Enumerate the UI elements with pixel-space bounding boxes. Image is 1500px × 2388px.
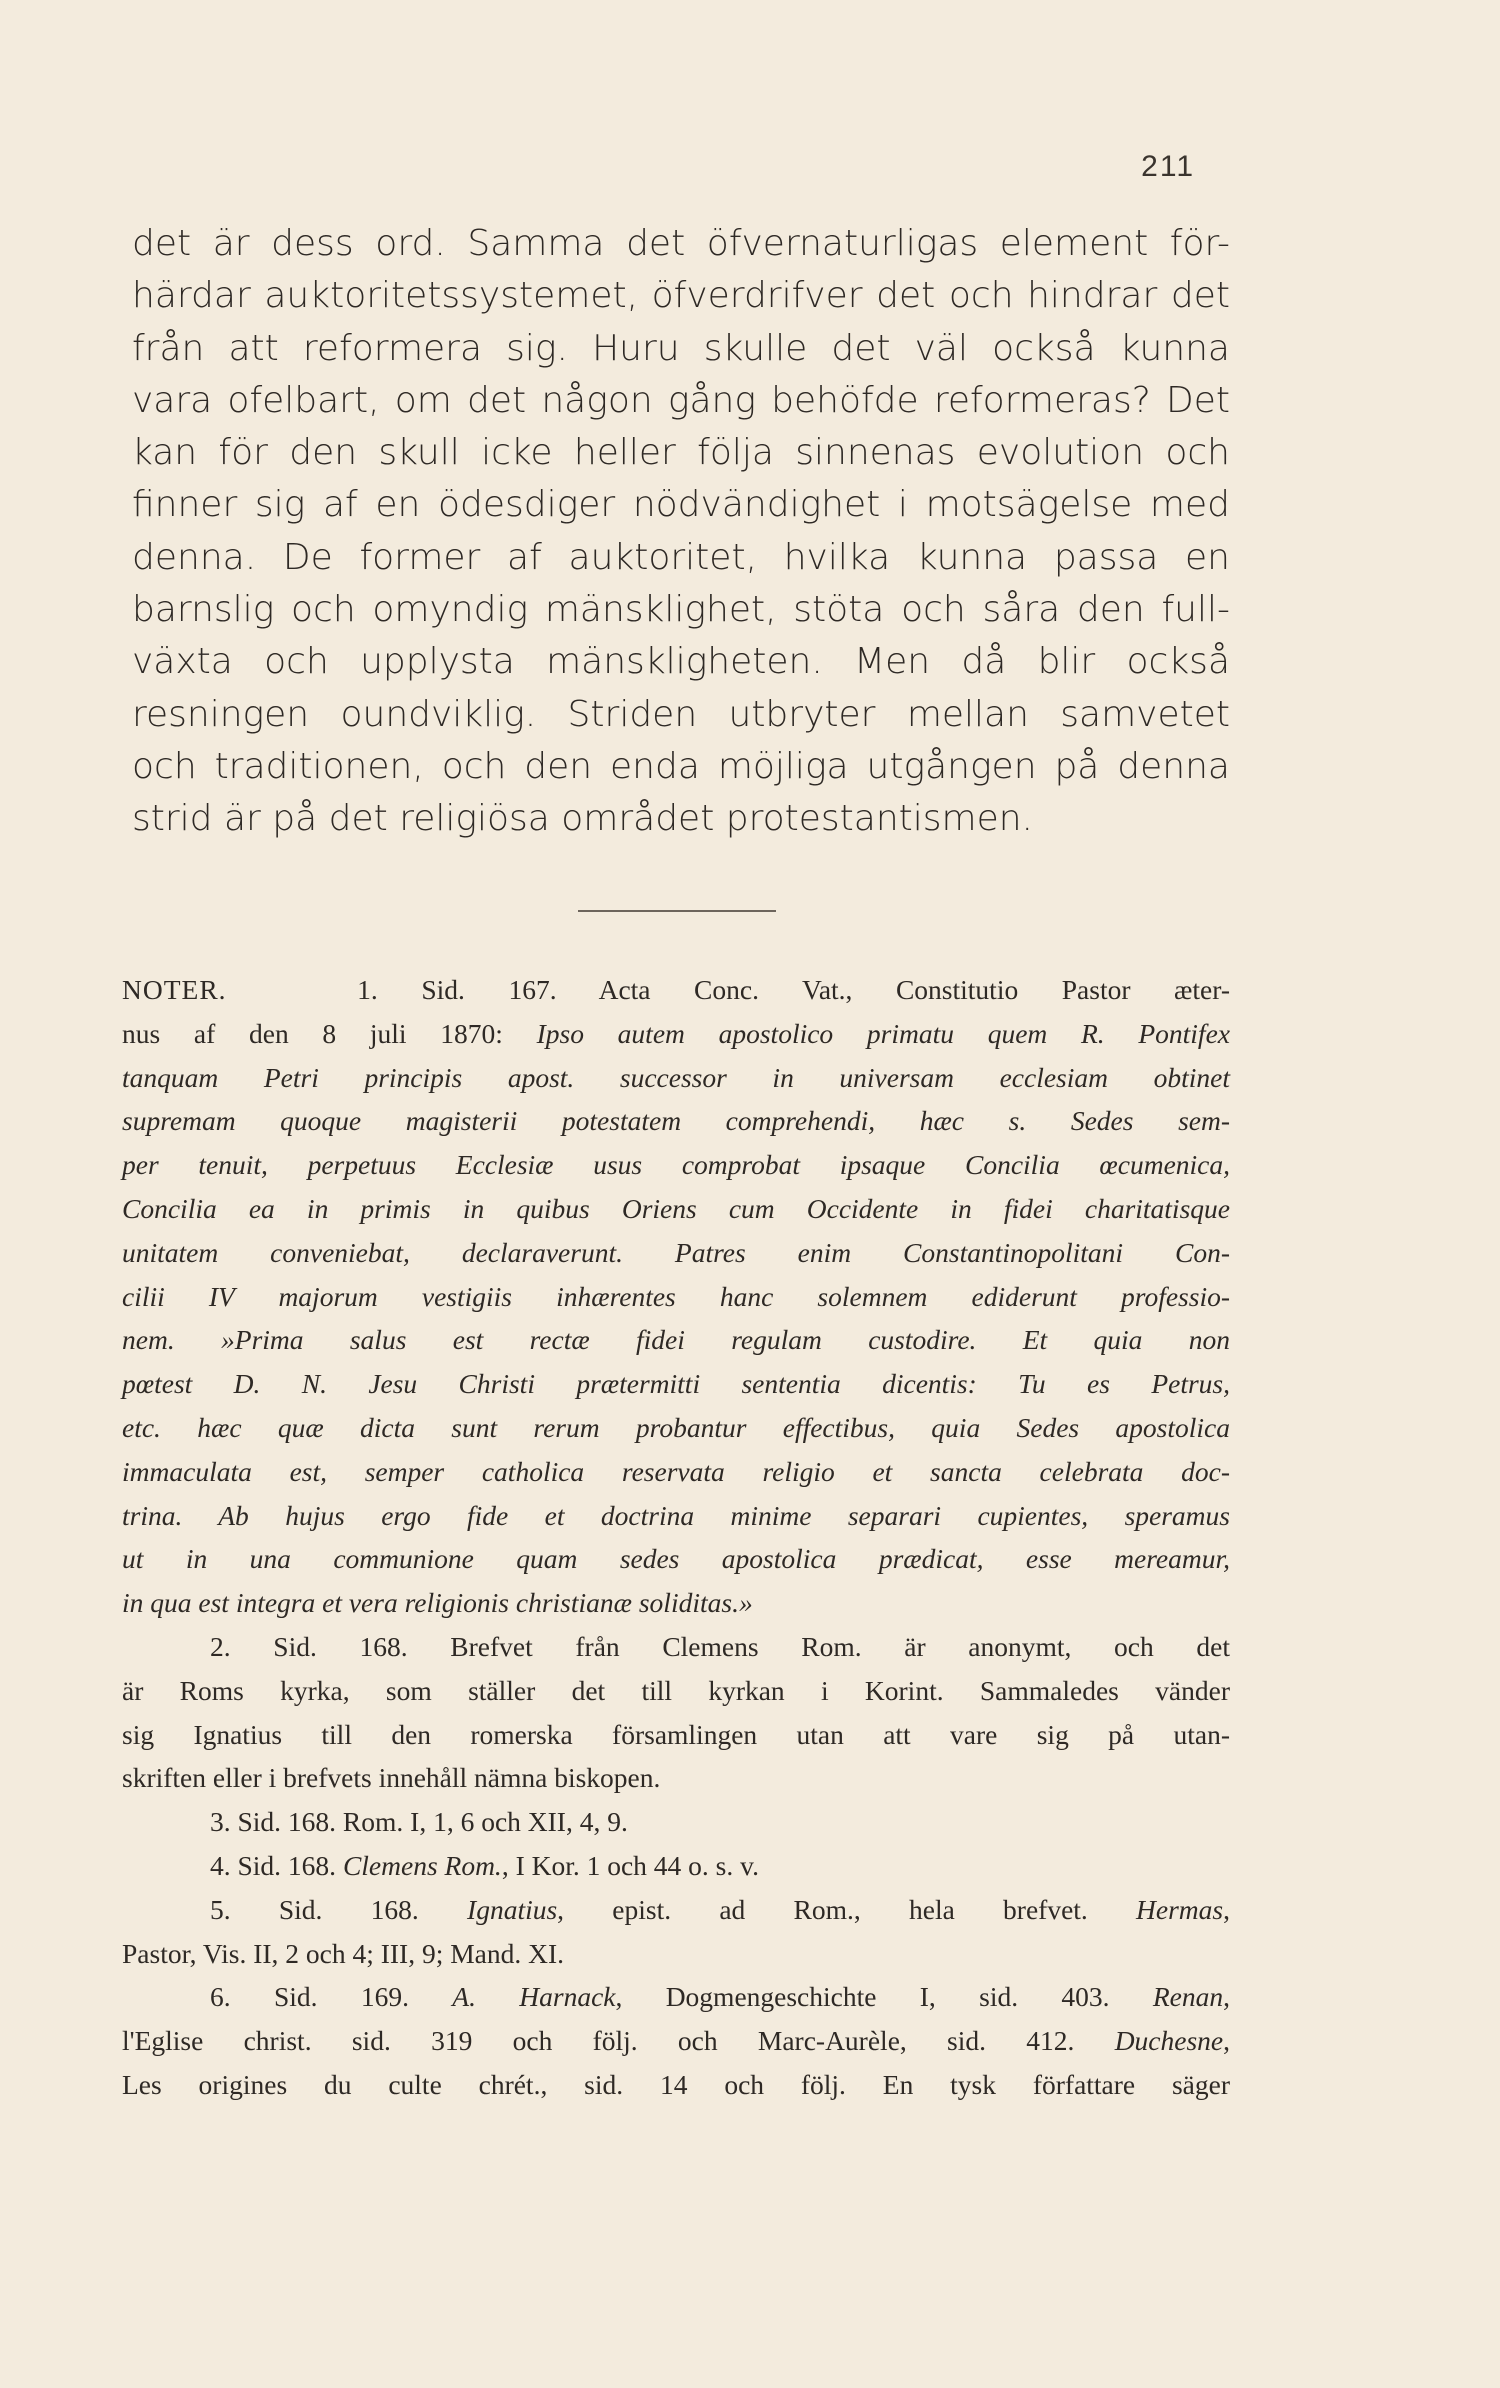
text-line: strid är på det religiösa området protestantismen. bbox=[132, 798, 1034, 840]
note-1-line bbox=[122, 1012, 1230, 1056]
note-text: , bbox=[1223, 1981, 1230, 2013]
text-line: härdar auktoritetssystemet, öfverdrifver det och hindrar det bbox=[132, 275, 1230, 317]
note-quote: Ipso autem apostolico primatu quem R. Pontifex bbox=[536, 1017, 1230, 1049]
note-1-line: ut in una communione quam sedes apostolica prædicat, esse mereamur, bbox=[122, 1543, 1230, 1575]
note-text: , Dogmengeschichte I, sid. 403. bbox=[615, 1981, 1153, 2013]
note-author: Ignatius bbox=[467, 1893, 558, 1925]
page-number: 211 bbox=[1141, 150, 1195, 183]
note-text: nus af den 8 juli 1870: bbox=[122, 1017, 537, 1049]
note-1-line: unitatem conveniebat, declaraverunt. Patres enim Constantinopolitani Con- bbox=[122, 1236, 1230, 1268]
note-1-line: supremam quoque magisterii potestatem comprehendi, hæc s. Sedes sem- bbox=[122, 1105, 1230, 1137]
text-line: denna. De former af auktoritet, hvilka kunna passa en bbox=[132, 536, 1230, 578]
text-line: vara ofelbart, om det någon gång behöfde reformeras? Det bbox=[132, 379, 1230, 421]
note-author: Hermas bbox=[1136, 1893, 1224, 1925]
note-6-line: Les origines du culte chrét., sid. 14 och följ. En tysk författare säger bbox=[122, 2068, 1230, 2100]
note-text: 6. Sid. 169. bbox=[210, 1981, 453, 2013]
note-2-line: sig Ignatius till den romerska församlingen utan att vare sig på utan- bbox=[122, 1718, 1230, 1750]
text-line: från att reformera sig. Huru skulle det väl också kunna bbox=[132, 327, 1230, 369]
note-1-line: trina. Ab hujus ergo fide et doctrina minime separari cupientes, speramus bbox=[122, 1499, 1230, 1531]
note-text: , epist. ad Rom., hela brefvet. bbox=[557, 1893, 1137, 1925]
note-2-line: är Roms kyrka, som ställer det till kyrkan i Korint. Sammaledes vänder bbox=[122, 1674, 1230, 1706]
note-3-line: 3. Sid. 168. Rom. I, 1, 6 och XII, 4, 9. bbox=[210, 1806, 628, 1838]
note-5-line: Pastor, Vis. II, 2 och 4; III, 9; Mand. XI. bbox=[122, 1937, 565, 1969]
note-author: A. Harnack bbox=[452, 1981, 616, 2013]
note-1-line bbox=[122, 968, 1230, 1012]
note-1-line: pœtest D. N. Jesu Christi prætermitti sententia dicentis: Tu es Petrus, bbox=[122, 1368, 1230, 1400]
text-line: det är dess ord. Samma det öfvernaturligas element för- bbox=[132, 223, 1230, 264]
note-1-line: tanquam Petri principis apost. successor in universam ecclesiam obtinet bbox=[122, 1061, 1230, 1093]
note-5-line bbox=[122, 1888, 1230, 1932]
main-text bbox=[132, 218, 1230, 846]
note-6-line bbox=[122, 1975, 1230, 2019]
note-2-line: 2. Sid. 168. Brefvet från Clemens Rom. är anonymt, och det bbox=[210, 1630, 1230, 1662]
note-text: l'Eglise christ. sid. 319 och följ. och Marc-Aurèle, sid. 412. bbox=[122, 2025, 1115, 2057]
notes-section bbox=[122, 968, 1230, 2107]
text-line: barnslig och omyndig mänsklighet, stöta och såra den full- bbox=[132, 589, 1230, 631]
text-line: kan för den skull icke heller följa sinnenas evolution och bbox=[132, 432, 1230, 474]
note-text: 1. Sid. 167. Acta Conc. Vat., Constitutio Pastor æter- bbox=[357, 974, 1230, 1005]
text-line: växta och upplysta mänskligheten. Men då blir också bbox=[132, 641, 1230, 683]
text-line: och traditionen, och den enda möjliga utgången på denna bbox=[132, 745, 1230, 787]
note-1-line: immaculata est, semper catholica reservata religio et sancta celebrata doc- bbox=[122, 1455, 1230, 1487]
note-1-line: cilii IV majorum vestigiis inhærentes hanc solemnem ediderunt professio- bbox=[122, 1280, 1230, 1312]
text-line: finner sig af en ödesdiger nödvändighet i motsägelse med bbox=[132, 484, 1230, 526]
text-line: resningen oundviklig. Striden utbryter mellan samvetet bbox=[132, 693, 1230, 735]
note-author: Duchesne bbox=[1114, 2025, 1224, 2057]
note-1-line: in qua est integra et vera religionis christianæ soliditas.» bbox=[122, 1587, 753, 1619]
note-author: Clemens Rom. bbox=[342, 1849, 502, 1881]
note-text: , I Kor. 1 och 44 o. s. v. bbox=[501, 1849, 759, 1881]
note-author: Renan bbox=[1152, 1981, 1224, 2013]
note-4-line bbox=[122, 1844, 1230, 1888]
note-text: 4. Sid. 168. bbox=[210, 1849, 343, 1881]
note-text: 5. Sid. 168. bbox=[210, 1893, 468, 1925]
note-6-line bbox=[122, 2019, 1230, 2063]
note-1-line: Concilia ea in primis in quibus Oriens cum Occidente in fidei charitatisque bbox=[122, 1192, 1230, 1224]
note-1-line: per tenuit, perpetuus Ecclesiæ usus comprobat ipsaque Concilia œcumenica, bbox=[122, 1149, 1230, 1181]
notes-heading: NOTER. bbox=[122, 974, 227, 1005]
note-1-line: etc. hæc quæ dicta sunt rerum probantur effectibus, quia Sedes apostolica bbox=[122, 1411, 1230, 1443]
note-text: , bbox=[1223, 2025, 1230, 2057]
note-2-line: skriften eller i brefvets innehåll nämna biskopen. bbox=[122, 1762, 661, 1794]
note-text: , bbox=[1223, 1893, 1230, 1925]
section-divider bbox=[578, 910, 776, 912]
note-1-line: nem. »Prima salus est rectæ fidei regulam custodire. Et quia non bbox=[122, 1324, 1230, 1356]
